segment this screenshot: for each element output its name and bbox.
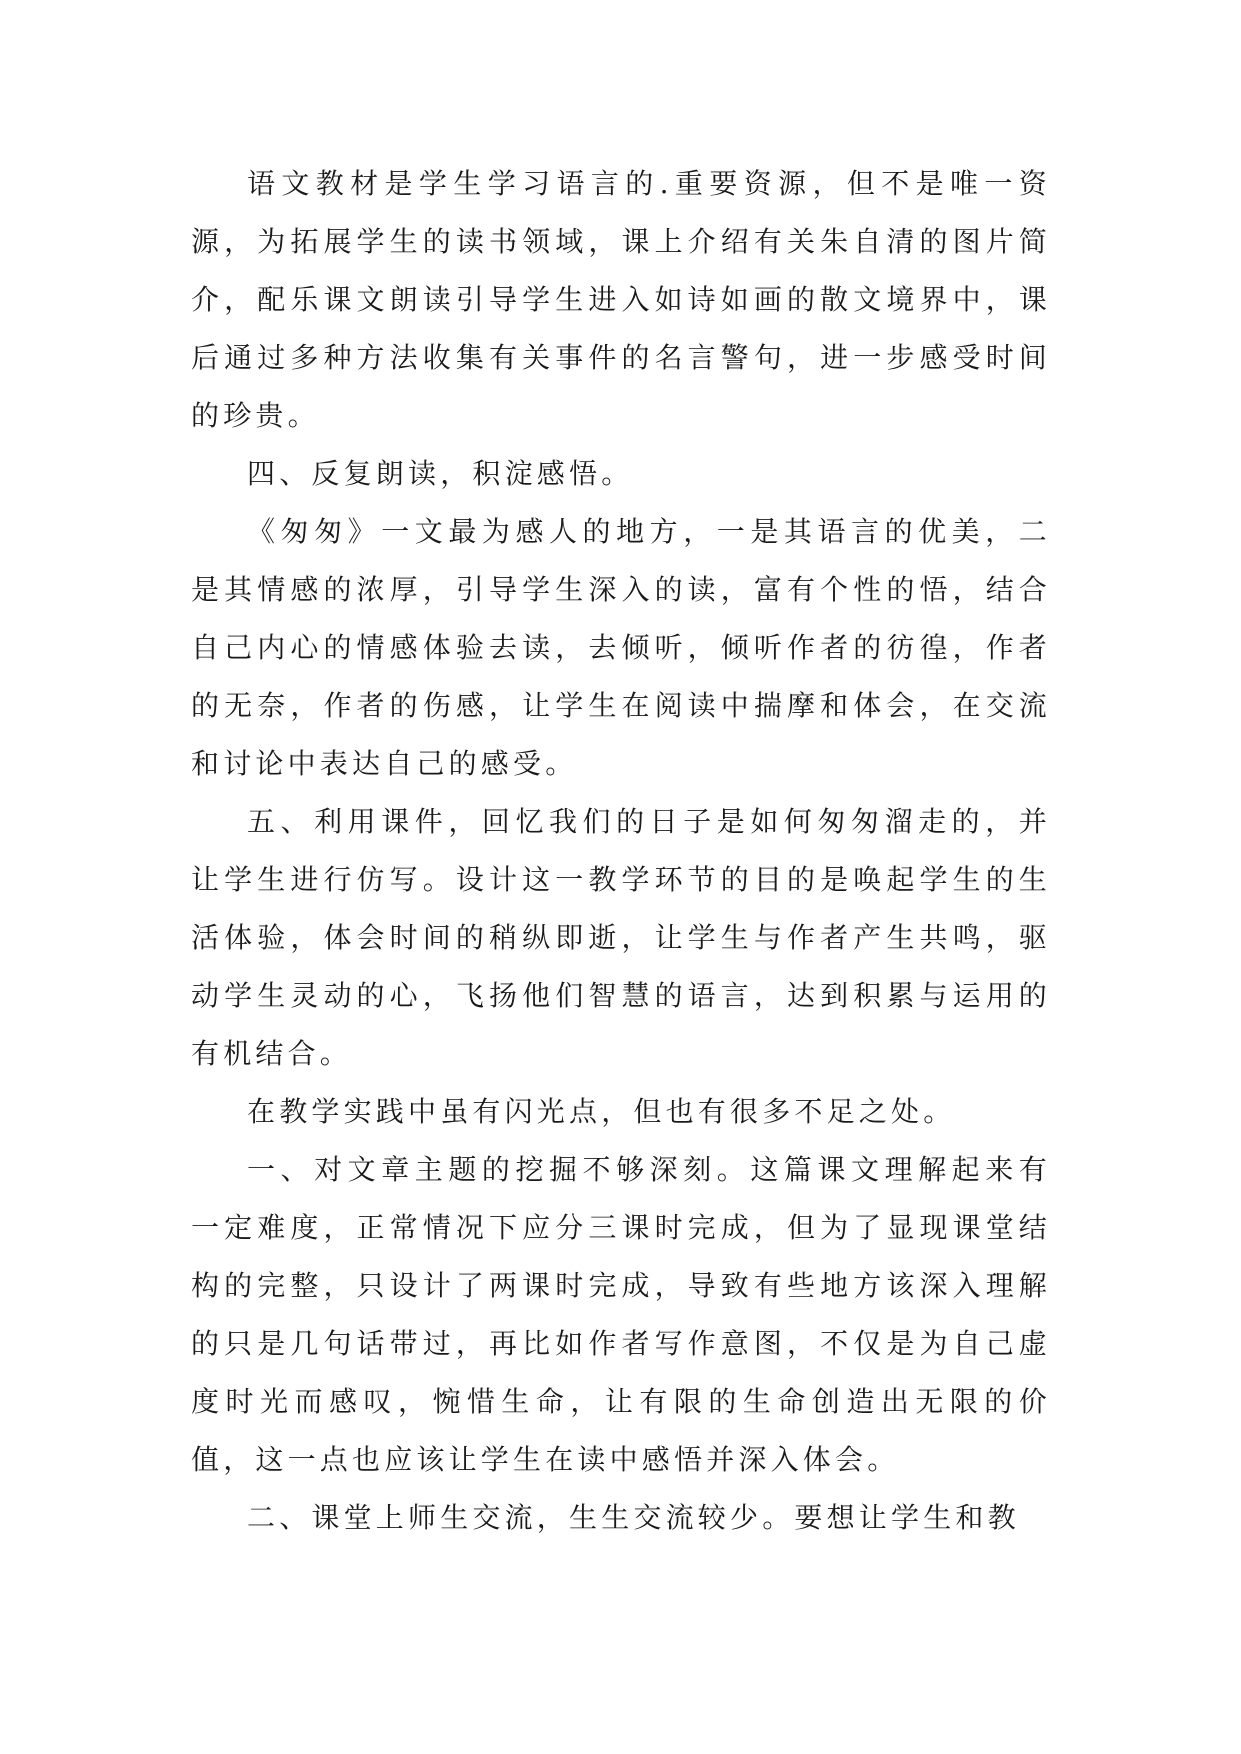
paragraph-textbook-resources: 语文教材是学生学习语言的.重要资源，但不是唯一资源，为拓展学生的读书领域，课上介绍有关朱自清的图片简介，配乐课文朗读引导学生进入如诗如画的散文境界中，课后通过多种方法收集有关事件的名言警句，进一步感受时间的珍贵。 bbox=[191, 167, 1051, 432]
paragraph-congcong-reading: 《匆匆》一文最为感人的地方，一是其语言的优美，二是其情感的浓厚，引导学生深入的读，富有个性的悟，结合自己内心的情感体验去读，去倾听，倾听作者的彷徨，作者的无奈，作者的伤感，让学生在阅读中揣摩和体会，在交流和讨论中表达自己的感受。 bbox=[191, 515, 1051, 780]
document-body bbox=[191, 155, 1051, 1547]
paragraph-heading-five: 五、利用课件，回忆我们的日子是如何匆匆溜走的，并让学生进行仿写。设计这一教学环节的目的是唤起学生的生活体验，体会时间的稍纵即逝，让学生与作者产生共鸣，驱动学生灵动的心，飞扬他们智慧的语言，达到积累与运用的有机结合。 bbox=[191, 805, 1051, 1070]
paragraph-shortcoming-two: 二、课堂上师生交流，生生交流较少。要想让学生和教 bbox=[247, 1501, 1020, 1534]
paragraph-heading-four: 四、反复朗读，积淀感悟。 bbox=[247, 457, 634, 490]
paragraph-shortcomings-intro: 在教学实践中虽有闪光点，但也有很多不足之处。 bbox=[247, 1095, 956, 1128]
paragraph-shortcoming-one: 一、对文章主题的挖掘不够深刻。这篇课文理解起来有一定难度，正常情况下应分三课时完成，但为了显现课堂结构的完整，只设计了两课时完成，导致有些地方该深入理解的只是几句话带过，再比如作者写作意图，不仅是为自己虚度时光而感叹，惋惜生命，让有限的生命创造出无限的价值，这一点也应该让学生在读中感悟并深入体会。 bbox=[191, 1153, 1051, 1476]
